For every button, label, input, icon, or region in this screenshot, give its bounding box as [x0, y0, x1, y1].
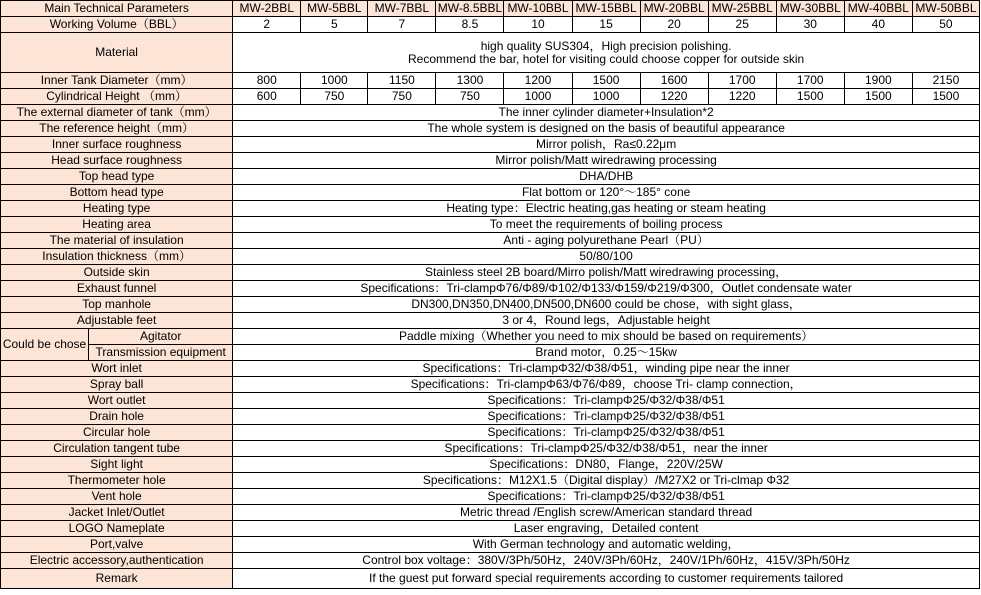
row-value: Specifications：Tri-clampΦ63/Φ76/Φ89，choose Tri- clamp connection，	[233, 377, 980, 393]
material-line-2: Recommend the bar, hotel for visiting could choose copper for outside skin	[408, 51, 805, 66]
spec-row	[1, 393, 980, 409]
diameter-cell: 1300	[436, 73, 504, 89]
row-label: Heating area	[1, 217, 233, 233]
row-value: DN300,DN350,DN400,DN500,DN600 could be chose，with sight glass，	[233, 297, 980, 313]
row-value: Control box voltage：380V/3Ph/50Hz，240V/3Ph/60Hz，240V/1Ph/60Hz，415V/3Ph/50Hz	[233, 553, 980, 569]
row-label: Material	[1, 33, 233, 73]
diameter-cell: 1000	[301, 73, 368, 89]
height-cell: 1000	[572, 89, 640, 105]
row-value: 50/80/100	[233, 249, 980, 265]
row-value: Specifications：DN80，Flange，220V/25W	[233, 457, 980, 473]
row-label: The external diameter of tank（mm）	[1, 105, 233, 121]
spec-row	[1, 553, 980, 569]
volume-cell: 30	[776, 17, 844, 33]
model-header: MW-20BBL	[640, 1, 708, 17]
row-label: Insulation thickness（mm）	[1, 249, 233, 265]
row-value: Specifications：Tri-clampΦ32/Φ38/Φ51，winding pipe near the inner	[233, 361, 980, 377]
optional-value: Paddle mixing（Whether you need to mix should be based on requirements）	[233, 329, 980, 345]
model-header: MW-10BBL	[504, 1, 572, 17]
volume-cell: 10	[504, 17, 572, 33]
inner-diameter-row	[1, 73, 980, 89]
row-value: Anti - aging polyurethane Pearl（PU）	[233, 233, 980, 249]
diameter-cell: 1700	[708, 73, 776, 89]
row-label: The reference height（mm）	[1, 121, 233, 137]
spec-row	[1, 265, 980, 281]
diameter-cell: 1900	[844, 73, 912, 89]
row-label: Thermometer hole	[1, 473, 233, 489]
table-body	[1, 1, 980, 589]
row-value: The whole system is designed on the basis of beautiful appearance	[233, 121, 980, 137]
row-value: With German technology and automatic welding，	[233, 537, 980, 553]
spec-row	[1, 409, 980, 425]
row-label: Adjustable feet	[1, 313, 233, 329]
row-label: Wort outlet	[1, 393, 233, 409]
model-header: MW-30BBL	[776, 1, 844, 17]
spec-row	[1, 361, 980, 377]
row-value: Specifications：Tri-clampΦ25/Φ32/Φ38/Φ51，near the inner	[233, 441, 980, 457]
spec-row	[1, 377, 980, 393]
spec-row	[1, 297, 980, 313]
row-label: Port,valve	[1, 537, 233, 553]
spec-row	[1, 137, 980, 153]
row-label: Working Volume（BBL）	[1, 17, 233, 33]
spec-row	[1, 473, 980, 489]
diameter-cell: 1500	[572, 73, 640, 89]
height-cell: 1220	[708, 89, 776, 105]
spec-row	[1, 457, 980, 473]
optional-value: Brand motor，0.25～15kw	[233, 345, 980, 361]
height-cell: 1500	[776, 89, 844, 105]
model-header: MW-50BBL	[912, 1, 979, 17]
spec-row	[1, 233, 980, 249]
header-title: Main Technical Parameters	[1, 1, 233, 17]
optional-row	[1, 345, 980, 361]
material-line-1: high quality SUS304，High precision polishing.	[480, 38, 732, 53]
diameter-cell: 1200	[504, 73, 572, 89]
row-value: Metric thread /English screw/American standard thread	[233, 505, 980, 521]
row-value: Specifications：Tri-clampΦ25/Φ32/Φ38/Φ51	[233, 393, 980, 409]
spec-row	[1, 169, 980, 185]
spec-row	[1, 249, 980, 265]
spec-row	[1, 217, 980, 233]
row-label: Exhaust funnel	[1, 281, 233, 297]
height-cell: 750	[436, 89, 504, 105]
row-value: The inner cylinder diameter+Insulation*2	[233, 105, 980, 121]
material-value	[233, 33, 980, 73]
row-value: Specifications：M12X1.5（Digital display）/M27X2 or Tri-clmap Φ32	[233, 473, 980, 489]
diameter-cell: 1600	[640, 73, 708, 89]
spec-row	[1, 537, 980, 553]
row-label: Wort inlet	[1, 361, 233, 377]
spec-row	[1, 153, 980, 169]
row-value: Mirror polish/Matt wiredrawing processing	[233, 153, 980, 169]
row-label: Drain hole	[1, 409, 233, 425]
row-value: 3 or 4，Round legs，Adjustable height	[233, 313, 980, 329]
spec-row	[1, 425, 980, 441]
spec-row	[1, 121, 980, 137]
row-label: Bottom head type	[1, 185, 233, 201]
row-value: Specifications：Tri-clampΦ76/Φ89/Φ102/Φ133/Φ159/Φ219/Φ300，Outlet condensate water	[233, 281, 980, 297]
model-header: MW-2BBL	[233, 1, 301, 17]
row-label: Outside skin	[1, 265, 233, 281]
remark-value: If the guest put forward special requirements according to customer requirements tailored	[233, 569, 980, 589]
spec-row	[1, 489, 980, 505]
height-cell: 1000	[504, 89, 572, 105]
spec-row	[1, 105, 980, 121]
row-label: Vent hole	[1, 489, 233, 505]
row-value: Heating type：Electric heating,gas heating or steam heating	[233, 201, 980, 217]
height-cell: 1500	[844, 89, 912, 105]
volume-row	[1, 17, 980, 33]
spec-row	[1, 281, 980, 297]
height-cell: 1500	[912, 89, 979, 105]
volume-cell: 50	[912, 17, 979, 33]
row-value: Specifications：Tri-clampΦ25/Φ32/Φ38/Φ51	[233, 425, 980, 441]
row-label: Top manhole	[1, 297, 233, 313]
row-label: Sight light	[1, 457, 233, 473]
header-row	[1, 1, 980, 17]
row-value: Stainless steel 2B board/Mirro polish/Matt wiredrawing processing，	[233, 265, 980, 281]
row-value: Specifications：Tri-clampΦ25/Φ32/Φ38/Φ51	[233, 409, 980, 425]
remark-label: Remark	[1, 569, 233, 589]
spec-row	[1, 505, 980, 521]
row-label: Circulation tangent tube	[1, 441, 233, 457]
diameter-cell: 2150	[912, 73, 979, 89]
row-label: Jacket Inlet/Outlet	[1, 505, 233, 521]
row-label: Circular hole	[1, 425, 233, 441]
row-label: Inner Tank Diameter（mm）	[1, 73, 233, 89]
optional-label: Agitator	[89, 329, 233, 345]
volume-cell: 2	[233, 17, 301, 33]
height-cell: 600	[233, 89, 301, 105]
model-header: MW-8.5BBL	[437, 1, 503, 15]
spec-row	[1, 441, 980, 457]
row-label: Spray ball	[1, 377, 233, 393]
row-label: Inner surface roughness	[1, 137, 233, 153]
could-be-chose-label: Could be chose	[1, 329, 89, 361]
row-value: Laser engraving，Detailed content	[233, 521, 980, 537]
spec-row	[1, 201, 980, 217]
volume-cell: 20	[640, 17, 708, 33]
spec-row	[1, 313, 980, 329]
row-value: DHA/DHB	[233, 169, 980, 185]
row-label: Top head type	[1, 169, 233, 185]
height-cell: 750	[301, 89, 368, 105]
model-header: MW-5BBL	[301, 1, 368, 17]
spec-row	[1, 185, 980, 201]
cylindrical-height-row	[1, 89, 980, 105]
volume-cell: 15	[572, 17, 640, 33]
row-value: Specifications：Tri-clampΦ25/Φ32/Φ38/Φ51	[233, 489, 980, 505]
model-header: MW-7BBL	[368, 1, 436, 17]
row-value: To meet the requirements of boiling process	[233, 217, 980, 233]
diameter-cell: 1700	[776, 73, 844, 89]
height-cell: 1220	[640, 89, 708, 105]
spec-row	[1, 521, 980, 537]
model-header: MW-40BBL	[844, 1, 912, 17]
remark-row	[1, 569, 980, 589]
volume-cell: 25	[708, 17, 776, 33]
row-label: Head surface roughness	[1, 153, 233, 169]
height-cell: 750	[368, 89, 436, 105]
volume-cell: 7	[368, 17, 436, 33]
model-header: MW-25BBL	[708, 1, 776, 17]
model-header: MW-15BBL	[572, 1, 640, 17]
volume-cell: 40	[844, 17, 912, 33]
row-value: Flat bottom or 120°～185° cone	[233, 185, 980, 201]
row-label: Cylindrical Height （mm）	[1, 89, 233, 105]
row-label: LOGO Nameplate	[1, 521, 233, 537]
row-value: Mirror polish，Ra≤0.22μm	[233, 137, 980, 153]
row-label: Electric accessory,authentication	[1, 553, 233, 569]
optional-label: Transmission equipment	[89, 345, 233, 361]
volume-cell: 8.5	[436, 17, 504, 33]
optional-row	[1, 329, 980, 345]
row-label: Heating type	[1, 201, 233, 217]
diameter-cell: 800	[233, 73, 301, 89]
material-row	[1, 33, 980, 73]
row-label: The material of insulation	[1, 233, 233, 249]
diameter-cell: 1150	[368, 73, 436, 89]
volume-cell: 5	[301, 17, 368, 33]
